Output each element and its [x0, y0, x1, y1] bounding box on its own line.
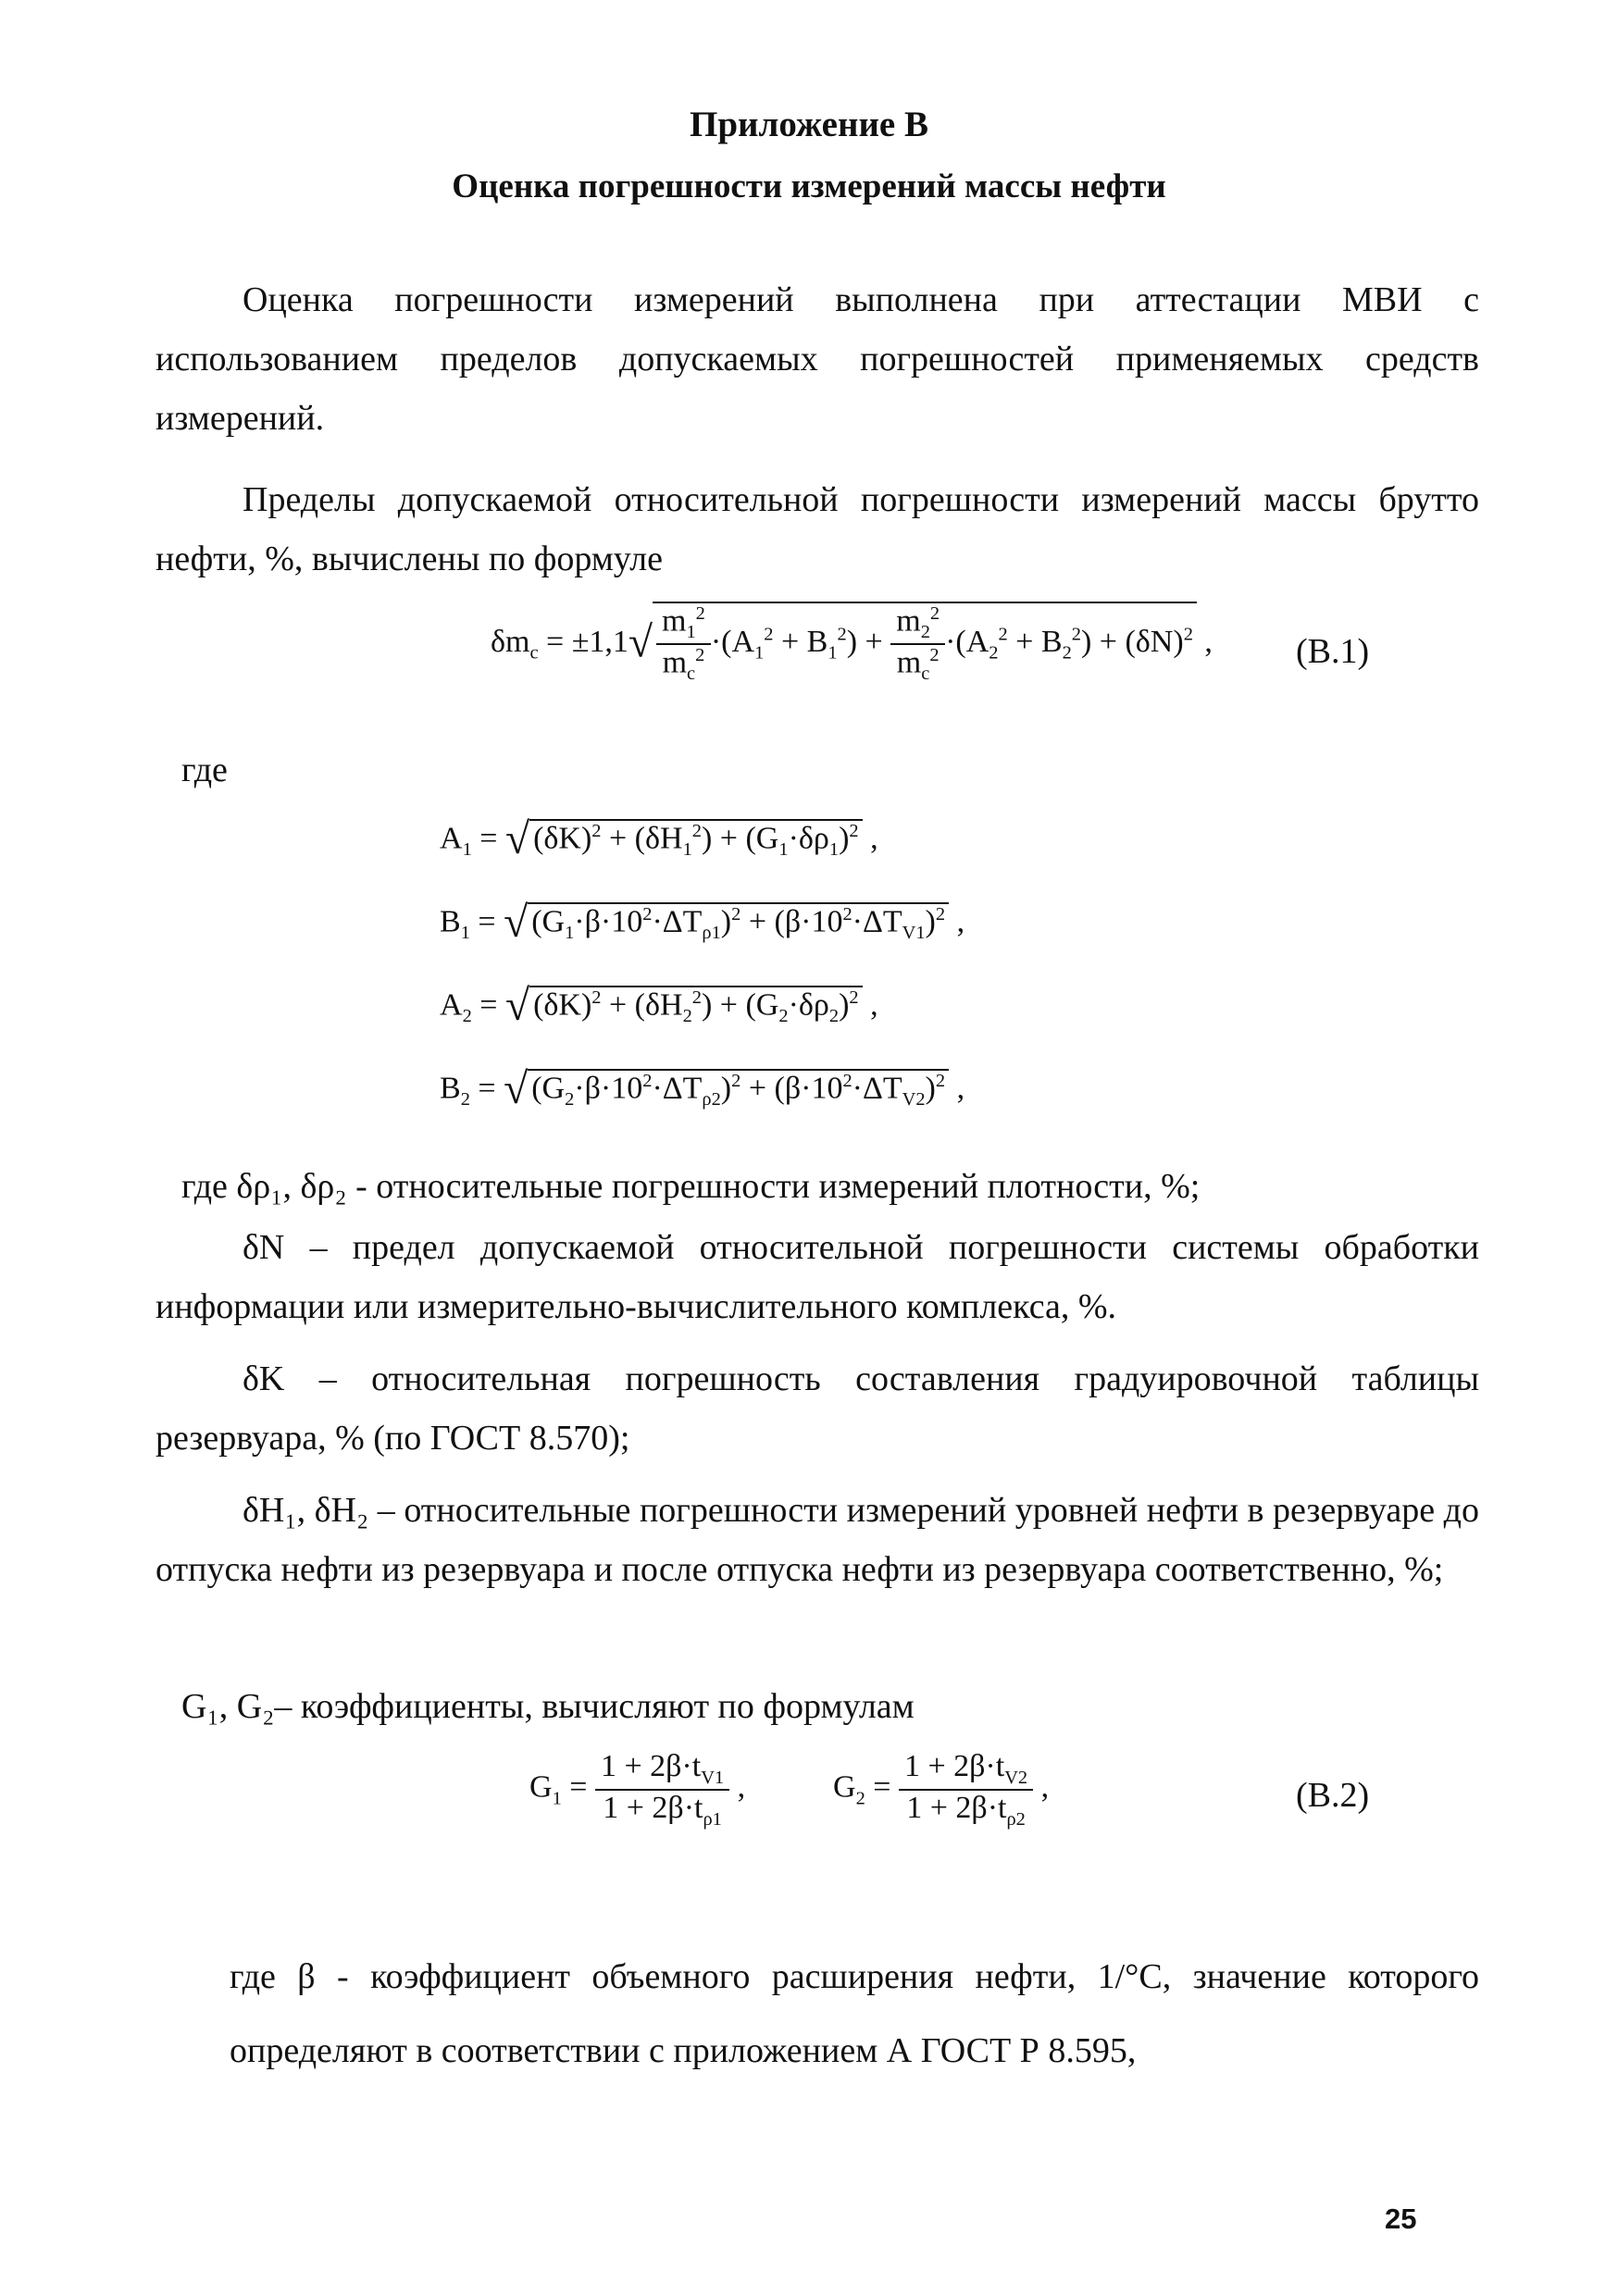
formula-g1: $G_1$ = $\frac{1 + 2\beta\cdot t_{V1}}{1 + 2\beta\cdot t_{\rho 1}}$ , — [529, 1749, 746, 1830]
intro-paragraph: Оценка погрешности измерений выполнена при аттестации МВИ с использованием пределов допускаемых погрешностей применяемых средств измерений. — [156, 280, 1479, 438]
beta-definition: где β - коэффициент объемного расширения нефти, 1/°С, значение которого определяют в соответствии с приложением А ГОСТ Р 8.595, — [230, 1957, 1479, 2070]
appendix-heading: Приложение В — [690, 105, 928, 144]
formula-b2-component: $B_2$ = √ $(G_2\cdot\beta\cdot 10^2\cdot\Delta T_{\rho 2})^2 + (\beta\cdot 10^2\cdot\Delta T_{V2})^2$ , — [440, 1065, 965, 1113]
n-definition: δN – предел допускаемой относительной погрешности системы обработки информации или измерительно-вычислительного комплекса, %. — [156, 1228, 1479, 1326]
h-definition: δH₁, δH₂ – относительные погрешности измерений уровней нефти в резервуаре до отпуска нефти из резервуара и после отпуска нефти из резервуара соответственно, %; — [156, 1491, 1479, 1589]
k-definition: δK – относительная погрешность составления градуировочной таблицы резервуара, % (по ГОСТ 8.570); — [156, 1359, 1479, 1458]
formula-g2: $G_2$ = $\frac{1 + 2\beta\cdot t_{V2}}{1 + 2\beta\cdot t_{\rho 2}}$ , — [833, 1749, 1050, 1830]
appendix-title: Оценка погрешности измерений массы нефти — [452, 168, 1166, 205]
formula-a2: $A_2$ = √ $(\delta K)^2 + (\delta H_2^2) + (G_2\cdot\delta\rho_2)^2$ , — [440, 982, 878, 1030]
equation-number-b1: (B.1) — [1296, 632, 1370, 671]
formula-b1: $\delta m_c = \pm 1,1√$ $\frac{m_1^2}{m_c^2}$ $\cdot(A_1^2 + B_1^2)$ + $\frac{m_2^2}{m_c^2}$ $\cdot(A_2^2 + B_2^2) + (\delta N)^2$ , — [491, 603, 1213, 685]
g-intro: G₁, G₂– коэффициенты, вычисляют по формулам — [181, 1687, 915, 1726]
rho-definition: где δρ₁, δρ₂ - относительные погрешности измерений плотности, %; — [181, 1167, 1201, 1206]
formula-a1: $A_1$ = √ $(\delta K)^2 + (\delta H_1^2) + (G_1\cdot\delta\rho_1)^2$ , — [440, 815, 878, 863]
where-label: где — [181, 751, 228, 789]
limits-paragraph: Пределы допускаемой относительной погрешности измерений массы брутто нефти, %, вычислены по формуле — [156, 480, 1479, 578]
equation-number-b2: (B.2) — [1296, 1776, 1370, 1815]
formula-b1-component: $B_1$ = √ $(G_1\cdot\beta\cdot 10^2\cdot\Delta T_{\rho 1})^2 + (\beta\cdot 10^2\cdot\Delta T_{V1})^2$ , — [440, 899, 965, 947]
page-number: 25 — [1385, 2203, 1417, 2235]
